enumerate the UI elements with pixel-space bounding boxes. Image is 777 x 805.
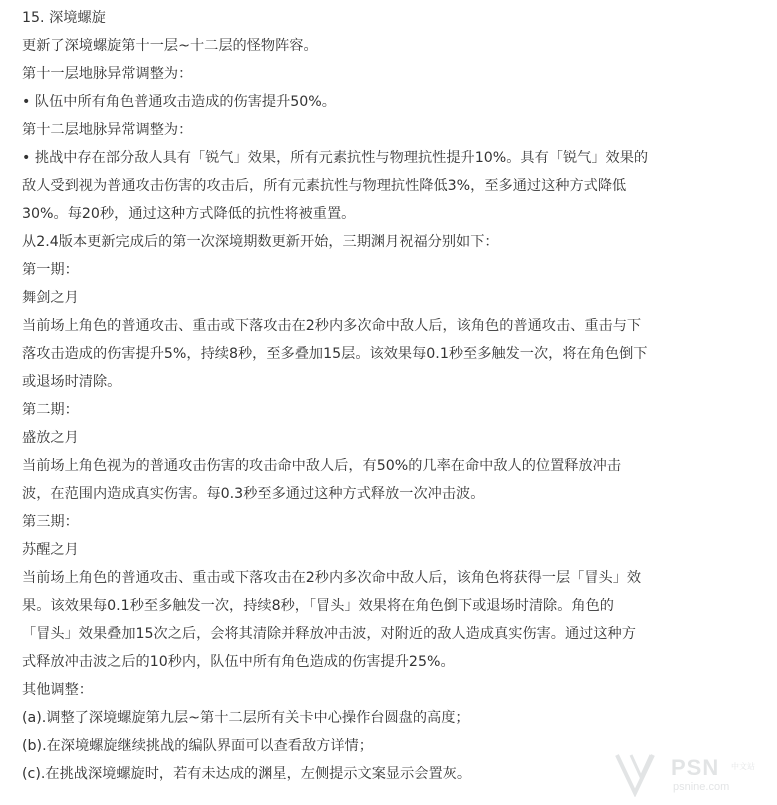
text-line: 当前场上角色视为的普通攻击伤害的攻击命中敌人后，有50%的几率在命中敌人的位置释放冲击 — [22, 458, 622, 474]
watermark-site: psnine.com — [673, 781, 730, 793]
list-item: (b).在深境螺旋继续挑战的编队界面可以查看敌方详情； — [22, 738, 373, 754]
blessing-name: 盛放之月 — [22, 430, 79, 446]
period-label: 第二期： — [22, 402, 79, 418]
text-line: 敌人受到视为普通攻击伤害的攻击后，所有元素抗性与物理抗性降低3%，至多通过这种方式降低 — [22, 178, 627, 194]
blessing-name: 苏醒之月 — [22, 542, 79, 558]
period-label: 第三期： — [22, 514, 79, 530]
subheading: 其他调整： — [22, 682, 93, 698]
section-heading: 15. 深境螺旋 — [22, 10, 106, 26]
text-line: 从2.4版本更新完成后的第一次深境期数更新开始，三期渊月祝福分别如下： — [22, 234, 499, 250]
bullet-item: • 挑战中存在部分敌人具有「锐气」效果，所有元素抗性与物理抗性提升10%。具有「锐气」效果的 — [22, 150, 649, 166]
blessing-name: 舞剑之月 — [22, 290, 79, 306]
text-line: 更新了深境螺旋第十一层~十二层的怪物阵容。 — [22, 38, 318, 54]
text-line: 当前场上角色的普通攻击、重击或下落攻击在2秒内多次命中敌人后，该角色的普通攻击、重击与下 — [22, 318, 642, 334]
period-label: 第一期： — [22, 262, 79, 278]
list-item: (a).调整了深境螺旋第九层~第十二层所有关卡中心操作台圆盘的高度； — [22, 710, 470, 726]
text-line: 波，在范围内造成真实伤害。每0.3秒至多通过这种方式释放一次冲击波。 — [22, 486, 485, 502]
text-line: 式释放冲击波之后的10秒内，队伍中所有角色造成的伤害提升25%。 — [22, 654, 455, 670]
text-line: 30%。每20秒，通过这种方式降低的抗性将被重置。 — [22, 206, 356, 222]
watermark-brand: PSN — [671, 755, 720, 780]
bullet-item: • 队伍中所有角色普通攻击造成的伤害提升50%。 — [22, 94, 336, 110]
text-line: 落攻击造成的伤害提升5%，持续8秒，至多叠加15层。该效果每0.1秒至多触发一次，将在角色倒下 — [22, 346, 648, 362]
text-line: 或退场时清除。 — [22, 374, 122, 390]
subheading: 第十一层地脉异常调整为： — [22, 66, 193, 82]
watermark-small: 中文站 — [731, 762, 755, 771]
document-body — [22, 4, 757, 788]
list-item: (c).在挑战深境螺旋时，若有未达成的渊星，左侧提示文案显示会置灰。 — [22, 766, 472, 782]
text-line: 当前场上角色的普通攻击、重击或下落攻击在2秒内多次命中敌人后，该角色将获得一层「冒头」效 — [22, 570, 642, 586]
subheading: 第十二层地脉异常调整为： — [22, 122, 193, 138]
text-line: 果。该效果每0.1秒至多触发一次，持续8秒，「冒头」效果将在角色倒下或退场时清除。角色的 — [22, 598, 614, 614]
text-line: 「冒头」效果叠加15次之后，会将其清除并释放冲击波，对附近的敌人造成真实伤害。通过这种方 — [22, 626, 636, 642]
